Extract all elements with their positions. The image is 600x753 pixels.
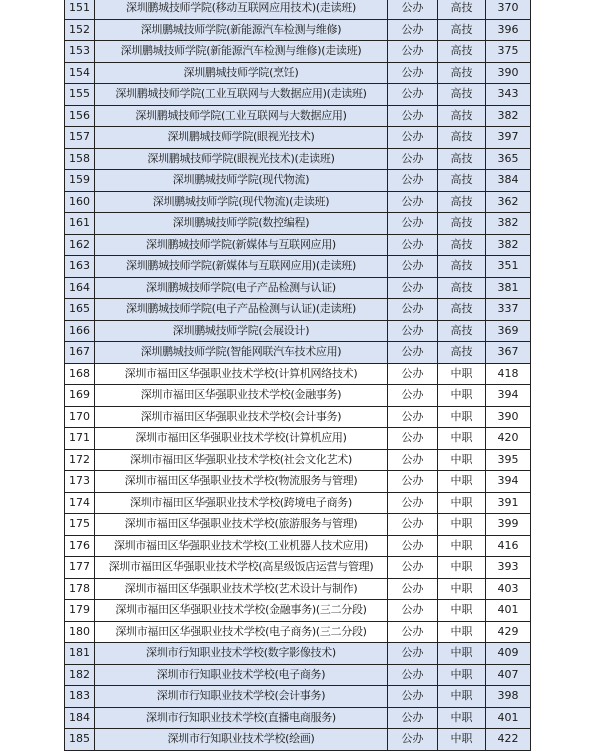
school-level-cell: 中职 bbox=[438, 600, 486, 622]
table-row bbox=[65, 191, 531, 213]
school-program-cell: 深圳鹏城技师学院(移动互联网应用技术)(走读班) bbox=[95, 0, 388, 19]
table-row bbox=[65, 170, 531, 192]
table-row bbox=[65, 492, 531, 514]
school-program-cell: 深圳市福田区华强职业技术学校(计算机网络技术) bbox=[95, 363, 388, 385]
table-row bbox=[65, 578, 531, 600]
cutoff-score-cell: 418 bbox=[486, 363, 531, 385]
school-level-cell: 中职 bbox=[438, 621, 486, 643]
cutoff-score-cell: 391 bbox=[486, 492, 531, 514]
school-program-cell: 深圳鹏城技师学院(新媒体与互联网应用) bbox=[95, 234, 388, 256]
school-level-cell: 中职 bbox=[438, 729, 486, 751]
table-row bbox=[65, 299, 531, 321]
school-program-cell: 深圳市福田区华强职业技术学校(物流服务与管理) bbox=[95, 471, 388, 493]
table-row bbox=[65, 621, 531, 643]
school-type-cell: 公办 bbox=[388, 148, 438, 170]
school-type-cell: 公办 bbox=[388, 600, 438, 622]
table-row bbox=[65, 105, 531, 127]
row-number-cell: 164 bbox=[65, 277, 95, 299]
cutoff-score-cell: 409 bbox=[486, 643, 531, 665]
row-number-cell: 160 bbox=[65, 191, 95, 213]
school-program-cell: 深圳市行知职业技术学校(会计事务) bbox=[95, 686, 388, 708]
row-number-cell: 176 bbox=[65, 535, 95, 557]
school-program-cell: 深圳市行知职业技术学校(电子商务) bbox=[95, 664, 388, 686]
table-row bbox=[65, 557, 531, 579]
table-row bbox=[65, 406, 531, 428]
table-row bbox=[65, 256, 531, 278]
table-row bbox=[65, 363, 531, 385]
school-type-cell: 公办 bbox=[388, 105, 438, 127]
school-level-cell: 中职 bbox=[438, 514, 486, 536]
school-program-cell: 深圳鹏城技师学院(电子产品检测与认证) bbox=[95, 277, 388, 299]
table-row bbox=[65, 707, 531, 729]
school-type-cell: 公办 bbox=[388, 428, 438, 450]
row-number-cell: 158 bbox=[65, 148, 95, 170]
cutoff-score-cell: 362 bbox=[486, 191, 531, 213]
row-number-cell: 173 bbox=[65, 471, 95, 493]
school-level-cell: 高技 bbox=[438, 256, 486, 278]
table-row bbox=[65, 127, 531, 149]
cutoff-score-cell: 382 bbox=[486, 105, 531, 127]
row-number-cell: 175 bbox=[65, 514, 95, 536]
school-type-cell: 公办 bbox=[388, 19, 438, 41]
school-program-cell: 深圳市福田区华强职业技术学校(金融事务)(三二分段) bbox=[95, 600, 388, 622]
row-number-cell: 182 bbox=[65, 664, 95, 686]
school-level-cell: 中职 bbox=[438, 578, 486, 600]
cutoff-score-cell: 394 bbox=[486, 385, 531, 407]
school-type-cell: 公办 bbox=[388, 729, 438, 751]
school-level-cell: 高技 bbox=[438, 191, 486, 213]
table-row bbox=[65, 449, 531, 471]
school-level-cell: 高技 bbox=[438, 170, 486, 192]
school-type-cell: 公办 bbox=[388, 84, 438, 106]
school-level-cell: 中职 bbox=[438, 363, 486, 385]
school-level-cell: 中职 bbox=[438, 471, 486, 493]
school-type-cell: 公办 bbox=[388, 0, 438, 19]
school-program-cell: 深圳市福田区华强职业技术学校(会计事务) bbox=[95, 406, 388, 428]
school-type-cell: 公办 bbox=[388, 363, 438, 385]
school-type-cell: 公办 bbox=[388, 191, 438, 213]
school-type-cell: 公办 bbox=[388, 234, 438, 256]
cutoff-score-cell: 397 bbox=[486, 127, 531, 149]
school-level-cell: 中职 bbox=[438, 385, 486, 407]
school-program-cell: 深圳市福田区华强职业技术学校(工业机器人技术应用) bbox=[95, 535, 388, 557]
school-level-cell: 高技 bbox=[438, 277, 486, 299]
row-number-cell: 183 bbox=[65, 686, 95, 708]
school-program-cell: 深圳市行知职业技术学校(绘画) bbox=[95, 729, 388, 751]
school-program-cell: 深圳鹏城技师学院(智能网联汽车技术应用) bbox=[95, 342, 388, 364]
school-type-cell: 公办 bbox=[388, 385, 438, 407]
cutoff-score-cell: 398 bbox=[486, 686, 531, 708]
table-row bbox=[65, 84, 531, 106]
table-row bbox=[65, 428, 531, 450]
cutoff-score-cell: 407 bbox=[486, 664, 531, 686]
table-row bbox=[65, 535, 531, 557]
table-row bbox=[65, 0, 531, 19]
cutoff-score-cell: 381 bbox=[486, 277, 531, 299]
school-level-cell: 高技 bbox=[438, 213, 486, 235]
table-body bbox=[65, 0, 531, 750]
cutoff-score-cell: 390 bbox=[486, 406, 531, 428]
school-program-cell: 深圳鹏城技师学院(新能源汽车检测与维修)(走读班) bbox=[95, 41, 388, 63]
school-level-cell: 高技 bbox=[438, 148, 486, 170]
row-number-cell: 185 bbox=[65, 729, 95, 751]
row-number-cell: 166 bbox=[65, 320, 95, 342]
row-number-cell: 179 bbox=[65, 600, 95, 622]
cutoff-score-cell: 337 bbox=[486, 299, 531, 321]
cutoff-score-cell: 399 bbox=[486, 514, 531, 536]
cutoff-score-cell: 393 bbox=[486, 557, 531, 579]
table-row bbox=[65, 277, 531, 299]
school-type-cell: 公办 bbox=[388, 578, 438, 600]
row-number-cell: 168 bbox=[65, 363, 95, 385]
table-row bbox=[65, 471, 531, 493]
school-program-cell: 深圳鹏城技师学院(现代物流)(走读班) bbox=[95, 191, 388, 213]
table-row bbox=[65, 686, 531, 708]
school-type-cell: 公办 bbox=[388, 320, 438, 342]
table-row bbox=[65, 41, 531, 63]
school-level-cell: 高技 bbox=[438, 234, 486, 256]
school-level-cell: 高技 bbox=[438, 84, 486, 106]
school-type-cell: 公办 bbox=[388, 449, 438, 471]
school-program-cell: 深圳鹏城技师学院(会展设计) bbox=[95, 320, 388, 342]
school-program-cell: 深圳鹏城技师学院(数控编程) bbox=[95, 213, 388, 235]
school-level-cell: 中职 bbox=[438, 535, 486, 557]
cutoff-score-cell: 365 bbox=[486, 148, 531, 170]
school-type-cell: 公办 bbox=[388, 621, 438, 643]
table-row bbox=[65, 213, 531, 235]
school-program-cell: 深圳市福田区华强职业技术学校(旅游服务与管理) bbox=[95, 514, 388, 536]
school-type-cell: 公办 bbox=[388, 41, 438, 63]
cutoff-score-cell: 367 bbox=[486, 342, 531, 364]
school-level-cell: 高技 bbox=[438, 41, 486, 63]
school-type-cell: 公办 bbox=[388, 170, 438, 192]
row-number-cell: 167 bbox=[65, 342, 95, 364]
school-type-cell: 公办 bbox=[388, 492, 438, 514]
school-type-cell: 公办 bbox=[388, 471, 438, 493]
school-level-cell: 高技 bbox=[438, 320, 486, 342]
school-level-cell: 高技 bbox=[438, 105, 486, 127]
cutoff-score-cell: 395 bbox=[486, 449, 531, 471]
school-type-cell: 公办 bbox=[388, 299, 438, 321]
cutoff-score-cell: 401 bbox=[486, 707, 531, 729]
school-program-cell: 深圳鹏城技师学院(现代物流) bbox=[95, 170, 388, 192]
row-number-cell: 151 bbox=[65, 0, 95, 19]
row-number-cell: 184 bbox=[65, 707, 95, 729]
school-type-cell: 公办 bbox=[388, 557, 438, 579]
cutoff-score-cell: 375 bbox=[486, 41, 531, 63]
school-level-cell: 中职 bbox=[438, 707, 486, 729]
row-number-cell: 162 bbox=[65, 234, 95, 256]
table-row bbox=[65, 148, 531, 170]
school-level-cell: 中职 bbox=[438, 492, 486, 514]
cutoff-score-cell: 343 bbox=[486, 84, 531, 106]
school-level-cell: 中职 bbox=[438, 557, 486, 579]
school-level-cell: 高技 bbox=[438, 62, 486, 84]
table-row bbox=[65, 643, 531, 665]
cutoff-score-cell: 370 bbox=[486, 0, 531, 19]
school-level-cell: 高技 bbox=[438, 299, 486, 321]
school-program-cell: 深圳市福田区华强职业技术学校(电子商务)(三二分段) bbox=[95, 621, 388, 643]
table-row bbox=[65, 342, 531, 364]
school-program-cell: 深圳鹏城技师学院(工业互联网与大数据应用) bbox=[95, 105, 388, 127]
school-type-cell: 公办 bbox=[388, 213, 438, 235]
school-type-cell: 公办 bbox=[388, 256, 438, 278]
row-number-cell: 152 bbox=[65, 19, 95, 41]
table-row bbox=[65, 320, 531, 342]
cutoff-score-cell: 401 bbox=[486, 600, 531, 622]
table-row bbox=[65, 62, 531, 84]
table-row bbox=[65, 385, 531, 407]
cutoff-score-cell: 429 bbox=[486, 621, 531, 643]
row-number-cell: 171 bbox=[65, 428, 95, 450]
school-type-cell: 公办 bbox=[388, 643, 438, 665]
cutoff-score-cell: 394 bbox=[486, 471, 531, 493]
school-program-cell: 深圳市福田区华强职业技术学校(跨境电子商务) bbox=[95, 492, 388, 514]
row-number-cell: 159 bbox=[65, 170, 95, 192]
table-row bbox=[65, 234, 531, 256]
school-type-cell: 公办 bbox=[388, 514, 438, 536]
table-row bbox=[65, 600, 531, 622]
school-type-cell: 公办 bbox=[388, 277, 438, 299]
school-program-cell: 深圳鹏城技师学院(工业互联网与大数据应用)(走读班) bbox=[95, 84, 388, 106]
row-number-cell: 161 bbox=[65, 213, 95, 235]
row-number-cell: 181 bbox=[65, 643, 95, 665]
cutoff-score-cell: 351 bbox=[486, 256, 531, 278]
school-type-cell: 公办 bbox=[388, 406, 438, 428]
school-program-cell: 深圳鹏城技师学院(烹饪) bbox=[95, 62, 388, 84]
school-level-cell: 高技 bbox=[438, 342, 486, 364]
cutoff-score-cell: 420 bbox=[486, 428, 531, 450]
school-program-cell: 深圳市福田区华强职业技术学校(金融事务) bbox=[95, 385, 388, 407]
row-number-cell: 155 bbox=[65, 84, 95, 106]
cutoff-score-cell: 384 bbox=[486, 170, 531, 192]
school-program-cell: 深圳市行知职业技术学校(直播电商服务) bbox=[95, 707, 388, 729]
cutoff-score-cell: 422 bbox=[486, 729, 531, 751]
table-row bbox=[65, 664, 531, 686]
cutoff-score-cell: 382 bbox=[486, 213, 531, 235]
row-number-cell: 180 bbox=[65, 621, 95, 643]
school-program-cell: 深圳鹏城技师学院(眼视光技术)(走读班) bbox=[95, 148, 388, 170]
row-number-cell: 163 bbox=[65, 256, 95, 278]
school-level-cell: 中职 bbox=[438, 664, 486, 686]
school-level-cell: 中职 bbox=[438, 449, 486, 471]
school-program-cell: 深圳鹏城技师学院(新媒体与互联网应用)(走读班) bbox=[95, 256, 388, 278]
row-number-cell: 174 bbox=[65, 492, 95, 514]
school-level-cell: 中职 bbox=[438, 406, 486, 428]
table-row bbox=[65, 729, 531, 751]
school-level-cell: 中职 bbox=[438, 428, 486, 450]
cutoff-score-cell: 403 bbox=[486, 578, 531, 600]
cutoff-score-cell: 382 bbox=[486, 234, 531, 256]
school-program-cell: 深圳市福田区华强职业技术学校(社会文化艺术) bbox=[95, 449, 388, 471]
row-number-cell: 156 bbox=[65, 105, 95, 127]
cutoff-score-cell: 369 bbox=[486, 320, 531, 342]
school-type-cell: 公办 bbox=[388, 664, 438, 686]
school-program-cell: 深圳鹏城技师学院(眼视光技术) bbox=[95, 127, 388, 149]
school-type-cell: 公办 bbox=[388, 342, 438, 364]
admission-score-table bbox=[64, 0, 531, 751]
school-level-cell: 高技 bbox=[438, 19, 486, 41]
school-level-cell: 中职 bbox=[438, 686, 486, 708]
school-program-cell: 深圳鹏城技师学院(新能源汽车检测与维修) bbox=[95, 19, 388, 41]
row-number-cell: 177 bbox=[65, 557, 95, 579]
row-number-cell: 153 bbox=[65, 41, 95, 63]
row-number-cell: 172 bbox=[65, 449, 95, 471]
row-number-cell: 170 bbox=[65, 406, 95, 428]
row-number-cell: 165 bbox=[65, 299, 95, 321]
row-number-cell: 169 bbox=[65, 385, 95, 407]
cutoff-score-cell: 390 bbox=[486, 62, 531, 84]
table-row bbox=[65, 19, 531, 41]
school-type-cell: 公办 bbox=[388, 535, 438, 557]
table-row bbox=[65, 514, 531, 536]
school-program-cell: 深圳市行知职业技术学校(数字影像技术) bbox=[95, 643, 388, 665]
cutoff-score-cell: 416 bbox=[486, 535, 531, 557]
cutoff-score-cell: 396 bbox=[486, 19, 531, 41]
row-number-cell: 157 bbox=[65, 127, 95, 149]
row-number-cell: 178 bbox=[65, 578, 95, 600]
school-type-cell: 公办 bbox=[388, 707, 438, 729]
school-program-cell: 深圳鹏城技师学院(电子产品检测与认证)(走读班) bbox=[95, 299, 388, 321]
school-level-cell: 高技 bbox=[438, 127, 486, 149]
school-program-cell: 深圳市福田区华强职业技术学校(高星级饭店运营与管理) bbox=[95, 557, 388, 579]
school-program-cell: 深圳市福田区华强职业技术学校(艺术设计与制作) bbox=[95, 578, 388, 600]
school-program-cell: 深圳市福田区华强职业技术学校(计算机应用) bbox=[95, 428, 388, 450]
school-level-cell: 中职 bbox=[438, 643, 486, 665]
school-type-cell: 公办 bbox=[388, 686, 438, 708]
school-level-cell: 高技 bbox=[438, 0, 486, 19]
row-number-cell: 154 bbox=[65, 62, 95, 84]
school-type-cell: 公办 bbox=[388, 127, 438, 149]
school-type-cell: 公办 bbox=[388, 62, 438, 84]
